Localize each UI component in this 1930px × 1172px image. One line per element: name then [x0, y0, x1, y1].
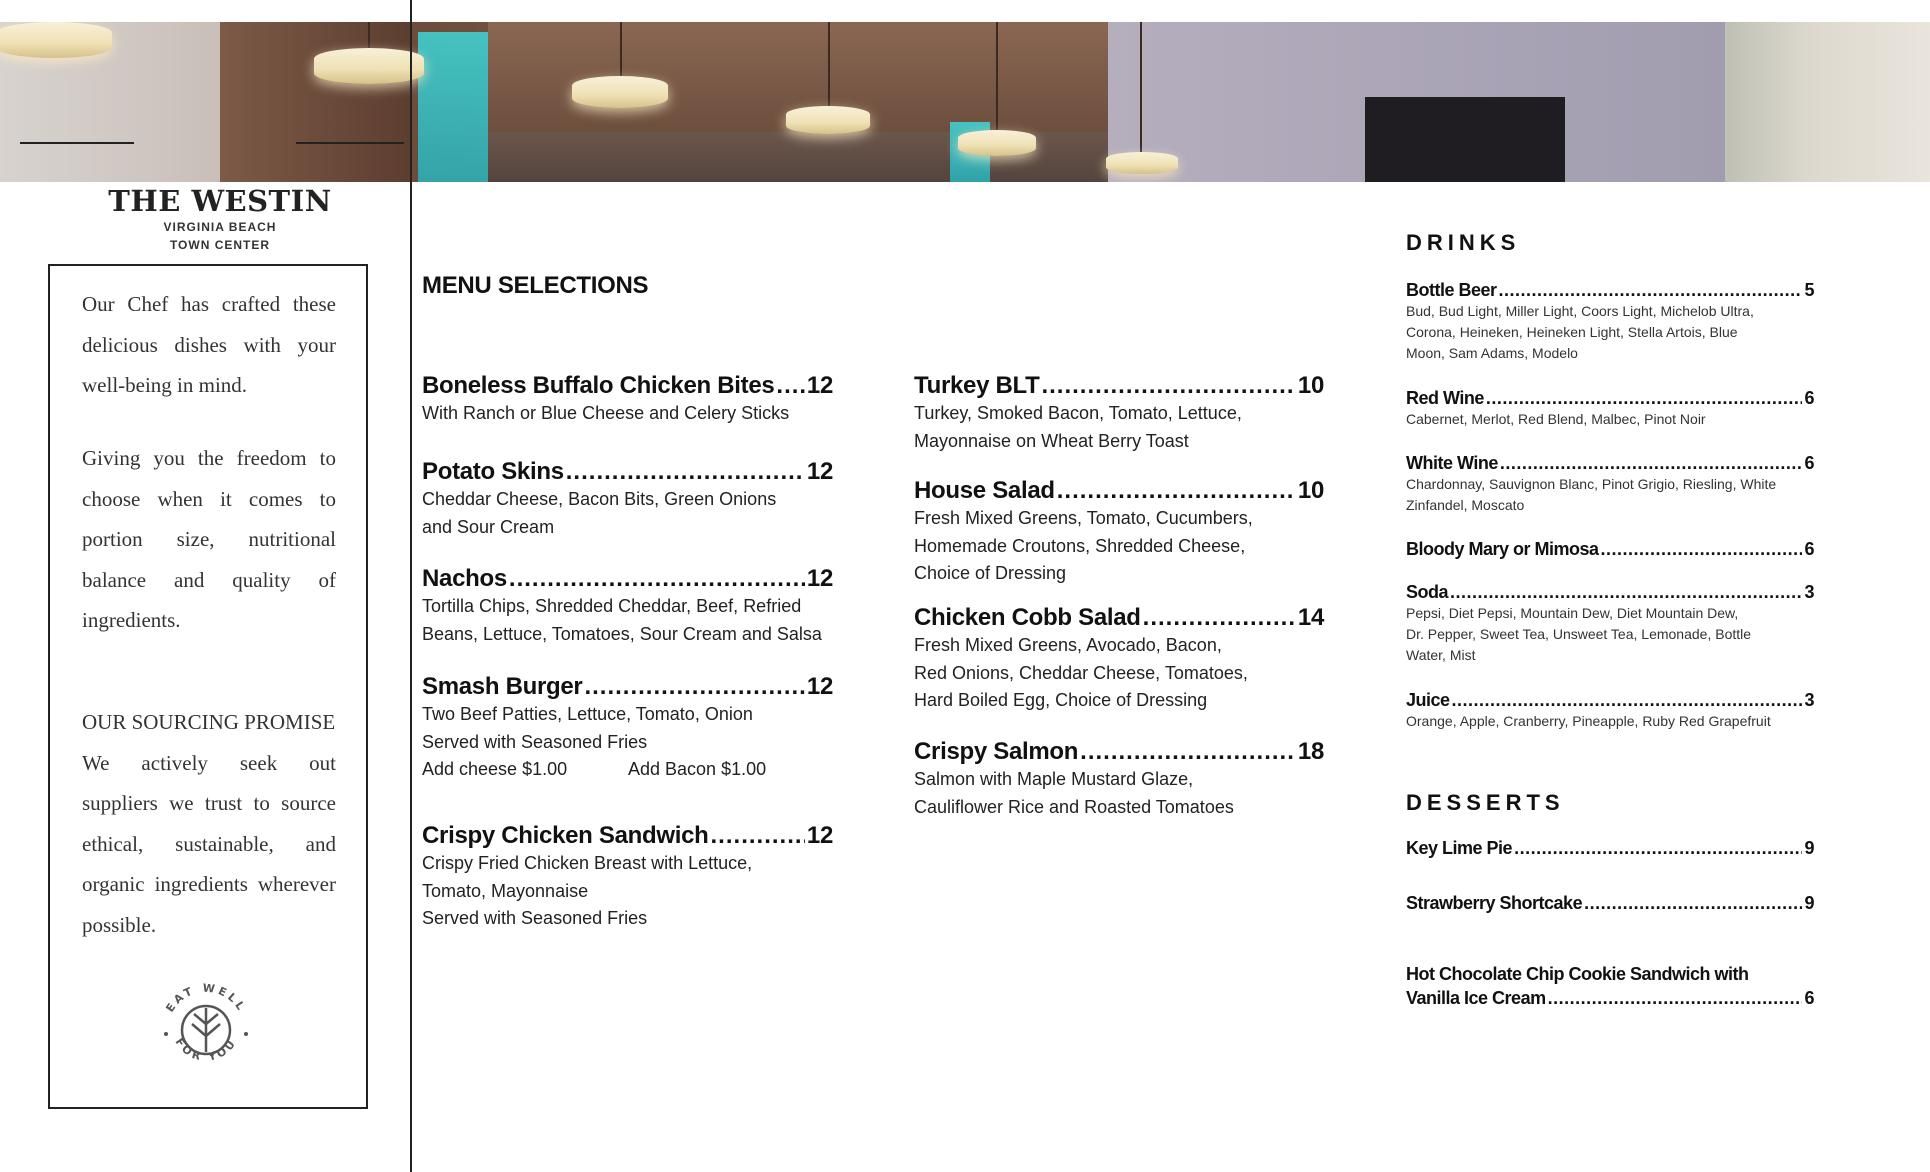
drink-description: Chardonnay, Sauvignon Blanc, Pinot Grigio, Riesling, White	[1406, 476, 1777, 492]
addon-option: Add cheese $1.00	[422, 759, 568, 779]
menu-item-description: and Sour Cream	[422, 516, 555, 537]
photo-shelf-area	[220, 22, 410, 182]
dot-leader	[1080, 738, 1296, 766]
menu-item-name: Chicken Cobb Salad	[914, 604, 1141, 631]
dessert-item	[1406, 960, 1814, 1009]
drink-item-header	[1406, 280, 1814, 301]
drink-name: Bloody Mary or Mimosa	[1406, 539, 1599, 559]
menu-item-description: Served with Seasoned Fries	[422, 731, 648, 752]
dessert-item-header	[1406, 838, 1814, 859]
menu-item	[422, 565, 833, 648]
pendant-lamp	[0, 22, 112, 58]
menu-item-price: 12	[806, 458, 833, 485]
sourcing-heading: OUR SOURCING PROMISE	[82, 710, 336, 734]
sourcing-text: We actively seek out suppliers we trust to source ethical, sustainable, and organic ingredients wherever possible.	[82, 750, 336, 937]
menu-item-description: Cauliflower Rice and Roasted Tomatoes	[914, 796, 1234, 817]
pendant-lamp	[314, 48, 424, 84]
eat-well-logo-icon	[154, 978, 258, 1082]
menu-item-header	[914, 738, 1324, 766]
menu-item-description: Hard Boiled Egg, Choice of Dressing	[914, 690, 1208, 710]
photo-window	[1725, 22, 1930, 182]
menu-item	[422, 372, 833, 428]
menu-item-name: Nachos	[422, 565, 507, 592]
menu-item-description: Served with Seasoned Fries	[422, 908, 648, 928]
drink-item	[1406, 690, 1814, 732]
menu-item-description: Fresh Mixed Greens, Avocado, Bacon,	[914, 635, 1222, 655]
dot-leader	[1499, 280, 1803, 301]
photo-teal-panel	[418, 32, 488, 182]
menu-item-description: Cheddar Cheese, Bacon Bits, Green Onions	[422, 489, 777, 509]
dot-leader	[1143, 604, 1296, 632]
menu-item-header	[422, 372, 833, 400]
menu-item-price: 12	[806, 673, 833, 700]
drink-price: 6	[1804, 453, 1814, 473]
menu-item-name: Turkey BLT	[914, 372, 1040, 399]
menu-item-name: Crispy Chicken Sandwich	[422, 822, 709, 849]
menu-item-header	[914, 477, 1324, 505]
menu-item-name: House Salad	[914, 477, 1055, 504]
dot-leader	[1452, 690, 1803, 711]
menu-item	[422, 673, 833, 784]
lamp-cord	[1140, 22, 1142, 152]
drink-description: Dr. Pepper, Sweet Tea, Unsweet Tea, Lemonade, Bottle	[1406, 626, 1752, 642]
pendant-lamp	[1106, 152, 1178, 174]
menu-item-price: 18	[1297, 738, 1324, 765]
menu-item-description: Crispy Fried Chicken Breast with Lettuce,	[422, 853, 753, 873]
menu-item-name: Potato Skins	[422, 458, 564, 485]
dessert-item	[1406, 893, 1814, 914]
menu-item	[914, 604, 1324, 715]
pendant-lamp	[958, 130, 1036, 156]
menu-item-header	[422, 822, 833, 850]
menu-item-description: Beans, Lettuce, Tomatoes, Sour Cream and Salsa	[422, 623, 822, 644]
drink-item-header	[1406, 453, 1814, 474]
menu-item	[422, 822, 833, 933]
promise-freedom: Giving you the freedom to choose when it comes to portion size, nutritional balance and quality of ingredients.	[82, 446, 336, 632]
dot-leader	[711, 822, 805, 850]
menu-item-description: Fresh Mixed Greens, Tomato, Cucumbers,	[914, 508, 1253, 528]
menu-item-description: Mayonnaise on Wheat Berry Toast	[914, 430, 1189, 451]
desserts-title: DESSERTS	[1406, 790, 1565, 815]
menu-item-header	[422, 673, 833, 701]
brand-location: VIRGINIA BEACH	[163, 220, 277, 234]
menu-item-description: Tortilla Chips, Shredded Cheddar, Beef, Refried	[422, 596, 802, 616]
dot-leader	[1584, 893, 1802, 914]
logo-text-bottom: FOR YOU	[172, 1035, 240, 1064]
menu-item	[914, 477, 1324, 588]
drink-description: Bud, Bud Light, Miller Light, Coors Light, Michelob Ultra,	[1406, 303, 1754, 319]
brand-logo	[60, 184, 380, 254]
photo-tv	[1365, 97, 1565, 182]
menu-item-description: Turkey, Smoked Bacon, Tomato, Lettuce,	[914, 403, 1242, 423]
drink-item-header	[1406, 582, 1814, 603]
menu-item-price: 14	[1297, 604, 1324, 631]
drink-description: Orange, Apple, Cranberry, Pineapple, Ruby Red Grapefruit	[1406, 713, 1771, 729]
drink-description: Corona, Heineken, Heineken Light, Stella Artois, Blue	[1406, 324, 1738, 340]
drink-description: Moon, Sam Adams, Modelo	[1406, 345, 1578, 361]
drink-item	[1406, 453, 1814, 516]
dessert-price: 9	[1804, 838, 1814, 858]
dessert-name-line: Hot Chocolate Chip Cookie Sandwich with	[1406, 964, 1749, 984]
menu-item-price: 10	[1297, 477, 1324, 504]
dot-leader	[1450, 582, 1802, 603]
menu-item	[914, 738, 1324, 821]
dessert-price: 9	[1804, 893, 1814, 913]
drink-description: Water, Mist	[1406, 647, 1476, 663]
drink-price: 3	[1804, 690, 1814, 710]
header-photo	[0, 22, 1930, 182]
drink-price: 5	[1804, 280, 1814, 300]
menu-item-price: 12	[806, 822, 833, 849]
drink-item-header	[1406, 539, 1814, 560]
drink-item	[1406, 539, 1814, 560]
dot-leader	[1041, 372, 1295, 400]
logo-text-top: EAT WELL	[163, 981, 249, 1015]
drink-item-header	[1406, 690, 1814, 711]
drinks-title: DRINKS	[1406, 230, 1521, 255]
drink-name: White Wine	[1406, 453, 1498, 473]
vertical-divider	[410, 0, 412, 1172]
lamp-cord	[620, 22, 622, 78]
drink-description: Zinfandel, Moscato	[1406, 497, 1525, 513]
menu-item-addons	[422, 756, 833, 784]
dessert-name: Key Lime Pie	[1406, 838, 1513, 858]
lamp-cord	[996, 22, 998, 132]
brand-name: THE WESTIN	[108, 184, 332, 218]
menu-title: MENU SELECTIONS	[422, 272, 649, 299]
drink-description: Pepsi, Diet Pepsi, Mountain Dew, Diet Mountain Dew,	[1406, 605, 1739, 621]
brand-location-2: TOWN CENTER	[169, 238, 271, 252]
drink-name: Red Wine	[1406, 388, 1484, 408]
menu-item-name: Boneless Buffalo Chicken Bites	[422, 372, 775, 399]
addon-option: Add Bacon $1.00	[628, 759, 767, 779]
dot-leader	[776, 372, 804, 400]
dot-leader	[1514, 838, 1802, 859]
drink-name: Bottle Beer	[1406, 280, 1497, 300]
dessert-item-header	[1406, 893, 1814, 914]
lamp-cord	[828, 22, 830, 108]
menu-item-header	[914, 372, 1324, 400]
decorative-line	[296, 142, 404, 144]
dessert-item-header	[1406, 988, 1814, 1009]
promise-box	[48, 264, 368, 1109]
dot-leader	[1548, 988, 1803, 1009]
menu-item-description: Homemade Croutons, Shredded Cheese,	[914, 535, 1246, 556]
drink-item-header	[1406, 388, 1814, 409]
drink-name: Juice	[1406, 690, 1450, 710]
promise-intro: Our Chef has crafted these delicious dishes with your well-being in mind.	[82, 292, 336, 397]
menu-item-header	[914, 604, 1324, 632]
menu-item	[914, 372, 1324, 455]
menu-item-price: 12	[806, 565, 833, 592]
menu-item-description: Salmon with Maple Mustard Glaze,	[914, 769, 1194, 789]
dot-leader	[1601, 539, 1803, 560]
drink-item	[1406, 582, 1814, 666]
drink-price: 3	[1804, 582, 1814, 602]
menu-item-description: Choice of Dressing	[914, 563, 1067, 583]
dessert-name: Vanilla Ice Cream	[1406, 988, 1546, 1008]
dot-leader	[509, 565, 805, 593]
dot-leader	[566, 458, 805, 486]
dot-leader	[584, 673, 804, 701]
dessert-name: Strawberry Shortcake	[1406, 893, 1583, 913]
menu-item-description: Red Onions, Cheddar Cheese, Tomatoes,	[914, 662, 1248, 683]
menu-item-name: Crispy Salmon	[914, 738, 1079, 765]
menu-item-header	[422, 565, 833, 593]
menu-item-header	[422, 458, 833, 486]
dot-leader	[1500, 453, 1803, 474]
menu-item	[422, 458, 833, 541]
menu-item-name: Smash Burger	[422, 673, 583, 700]
pendant-lamp	[786, 106, 870, 134]
menu-item-price: 12	[806, 372, 833, 399]
menu-item-description: Tomato, Mayonnaise	[422, 880, 589, 901]
dessert-item	[1406, 838, 1814, 859]
dot-leader	[1057, 477, 1296, 505]
drink-item	[1406, 280, 1814, 364]
dot-leader	[1486, 388, 1803, 409]
drink-name: Soda	[1406, 582, 1449, 602]
drink-description: Cabernet, Merlot, Red Blend, Malbec, Pinot Noir	[1406, 411, 1706, 427]
sourcing-promise	[82, 702, 336, 945]
drink-price: 6	[1804, 539, 1814, 559]
decorative-line	[20, 142, 134, 144]
menu-item-price: 10	[1297, 372, 1324, 399]
menu-item-description: Two Beef Patties, Lettuce, Tomato, Onion	[422, 704, 753, 724]
pendant-lamp	[572, 76, 668, 108]
drink-price: 6	[1804, 388, 1814, 408]
dessert-price: 6	[1804, 988, 1814, 1008]
drink-item	[1406, 388, 1814, 430]
menu-item-description: With Ranch or Blue Cheese and Celery Sticks	[422, 403, 790, 423]
